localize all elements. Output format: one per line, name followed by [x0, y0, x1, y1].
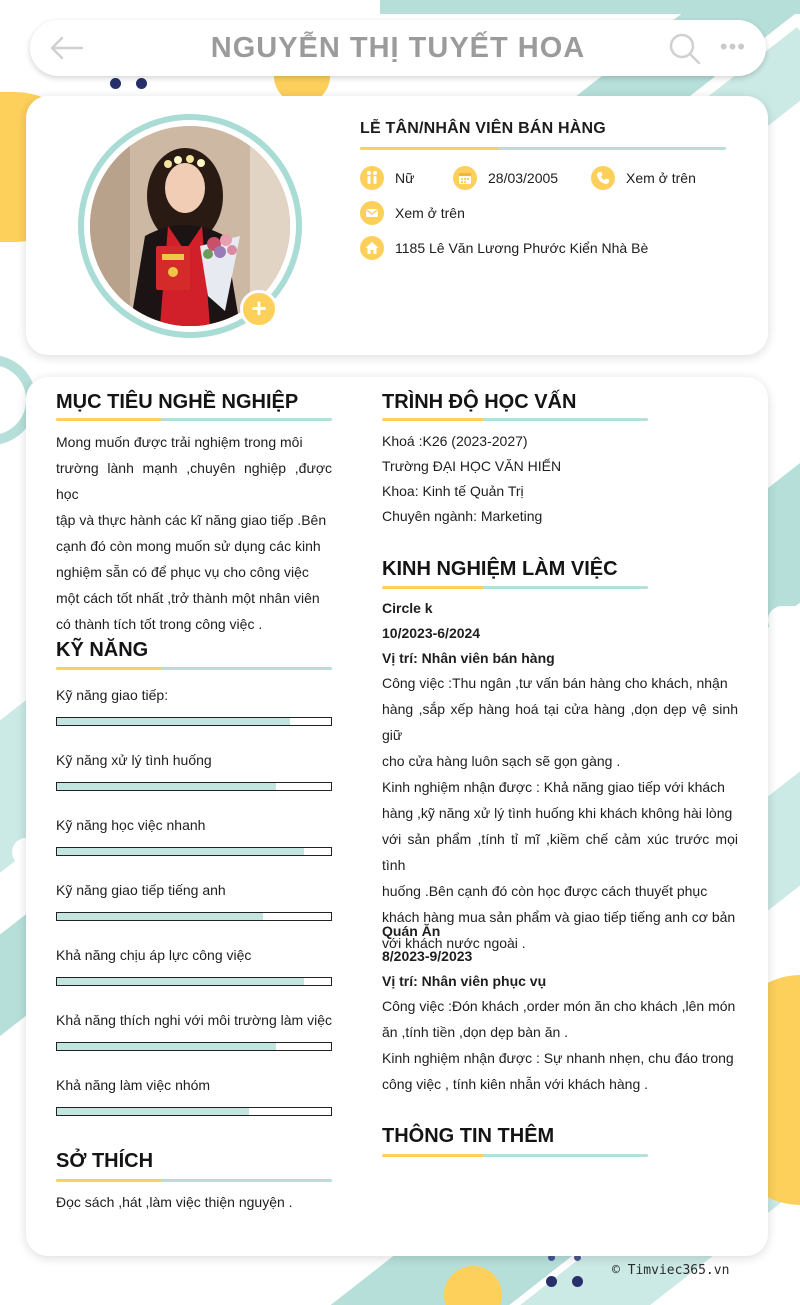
text-line: Công việc :Đón khách ,order món ăn cho khách ,lên món — [382, 998, 736, 1014]
skill-fill — [57, 978, 304, 985]
navy-dot — [572, 1276, 583, 1287]
job-company: Quán Ăn — [382, 923, 441, 939]
objective-text — [56, 429, 332, 637]
skill-bar — [56, 782, 332, 791]
email-value: Xem ở trên — [395, 205, 465, 221]
text-line: với khách nước ngoài . — [382, 935, 526, 951]
section-underline — [56, 667, 332, 670]
objective-title: MỤC TIÊU NGHỀ NGHIỆP — [56, 391, 299, 413]
phone-field — [591, 166, 696, 190]
main-card — [26, 377, 768, 1256]
education-line: Khoa: Kinh tế Quản Trị — [382, 483, 524, 499]
skill-bar — [56, 1107, 332, 1116]
profile-card — [26, 96, 768, 355]
white-pill — [768, 606, 800, 634]
text-line: trường lành mạnh ,chuyên nghiệp ,được học — [56, 460, 332, 502]
section-underline — [56, 418, 332, 421]
address-value: 1185 Lê Văn Lương Phước Kiển Nhà Bè — [395, 240, 649, 256]
skill-label: Kỹ năng giao tiếp: — [56, 687, 169, 703]
header-bar — [30, 20, 766, 76]
education-title: TRÌNH ĐỘ HỌC VẤN — [382, 391, 577, 413]
job-description — [382, 670, 738, 956]
address-field — [360, 236, 648, 260]
skill-label: Kỹ năng xử lý tình huống — [56, 752, 212, 768]
skill-bar — [56, 1042, 332, 1051]
phone-icon — [591, 166, 615, 190]
calendar-icon — [453, 166, 477, 190]
back-arrow-icon[interactable] — [48, 34, 84, 62]
skill-label: Khả năng thích nghi với môi trường làm việc — [56, 1012, 332, 1028]
hobbies-text: Đọc sách ,hát ,làm việc thiện nguyện . — [56, 1194, 293, 1210]
skill-fill — [57, 1108, 249, 1115]
job-period: 10/2023-6/2024 — [382, 625, 481, 641]
navy-dot — [546, 1276, 557, 1287]
experience-title: KINH NGHIỆM LÀM VIỆC — [382, 558, 618, 580]
skill-fill — [57, 848, 304, 855]
navy-dot — [110, 78, 121, 89]
text-line: Kinh nghiệm nhận được : Khả năng giao tiếp với khách — [382, 779, 725, 795]
skill-label: Kỹ năng giao tiếp tiếng anh — [56, 882, 226, 898]
phone-value: Xem ở trên — [626, 170, 696, 186]
job-position: Vị trí: Nhân viên bán hàng — [382, 650, 555, 666]
text-line: hàng ,kỹ năng xử lý tình huống khi khách không hài lòng — [382, 805, 733, 821]
skill-bar — [56, 977, 332, 986]
section-underline — [382, 418, 648, 421]
birthdate-value: 28/03/2005 — [488, 170, 559, 186]
job-position: Vị trí: Nhân viên phục vụ — [382, 973, 547, 989]
text-line: có thành tích tốt trong công việc . — [56, 616, 263, 632]
skill-label: Khả năng chịu áp lực công việc — [56, 947, 252, 963]
section-underline — [382, 1154, 648, 1157]
plus-icon[interactable]: + — [240, 290, 278, 328]
email-icon — [360, 201, 384, 225]
skill-label: Kỹ năng học việc nhanh — [56, 817, 206, 833]
title-underline — [360, 147, 726, 150]
email-field — [360, 201, 465, 225]
section-underline — [382, 586, 648, 589]
text-line: công việc , tính kiên nhẫn với khách hàng . — [382, 1076, 649, 1092]
extra-title: THÔNG TIN THÊM — [382, 1125, 555, 1147]
more-icon[interactable]: ••• — [719, 34, 746, 59]
hobbies-title: SỞ THÍCH — [56, 1150, 154, 1172]
text-line: một cách tốt nhất ,trở thành một nhân viên — [56, 590, 320, 606]
skills-title: KỸ NĂNG — [56, 639, 149, 661]
education-line: Trường ĐẠI HỌC VĂN HIẾN — [382, 458, 562, 474]
text-line: cạnh đó còn mong muốn sử dụng các kinh — [56, 538, 321, 554]
text-line: huống .Bên cạnh đó còn học được cách thuyết phục — [382, 883, 708, 899]
text-line: tập và thực hành các kĩ năng giao tiếp .Bên — [56, 512, 327, 528]
home-icon — [360, 236, 384, 260]
job-title: LỄ TÂN/NHÂN VIÊN BÁN HÀNG — [360, 120, 606, 137]
navy-dot — [136, 78, 147, 89]
text-line: với sản phẩm ,tính tỉ mĩ ,kiềm chế cảm xúc trước mọi tình — [382, 831, 738, 873]
skill-bar — [56, 717, 332, 726]
skill-label: Khả năng làm việc nhóm — [56, 1077, 211, 1093]
section-underline — [56, 1179, 332, 1182]
text-line: Mong muốn được trải nghiệm trong môi — [56, 434, 303, 450]
skill-fill — [57, 913, 263, 920]
candidate-name: NGUYỄN THỊ TUYẾT HOA — [210, 31, 586, 64]
skill-bar — [56, 912, 332, 921]
search-icon[interactable] — [668, 32, 702, 66]
skill-bar — [56, 847, 332, 856]
text-line: hàng ,sắp xếp hàng hoá tại cửa hàng ,dọn dẹp vệ sinh giữ — [382, 701, 738, 743]
skill-fill — [57, 783, 276, 790]
job-company: Circle k — [382, 600, 433, 616]
gender-icon — [360, 166, 384, 190]
gender-value: Nữ — [395, 170, 415, 186]
text-line: ăn ,tính tiền ,dọn dẹp bàn ăn . — [382, 1024, 569, 1040]
job-period: 8/2023-9/2023 — [382, 948, 473, 964]
job-description — [382, 993, 738, 1097]
text-line: Kinh nghiệm nhận được : Sự nhanh nhẹn, chu đáo trong — [382, 1050, 734, 1066]
text-line: Công việc :Thu ngân ,tư vấn bán hàng cho khách, nhận — [382, 675, 728, 691]
text-line: khách hàng mua sản phẩm và giao tiếp tiếng anh cơ bản — [382, 909, 736, 925]
education-line: Chuyên ngành: Marketing — [382, 508, 543, 524]
education-line: Khoá :K26 (2023-2027) — [382, 433, 528, 449]
copyright-text: © Timviec365.vn — [612, 1263, 730, 1278]
text-line: nghiệm sẵn có để phục vụ cho công việc — [56, 564, 309, 580]
skill-fill — [57, 718, 290, 725]
skill-fill — [57, 1043, 276, 1050]
gender-field — [360, 166, 414, 190]
birthdate-field — [453, 166, 558, 190]
text-line: cho cửa hàng luôn sạch sẽ gọn gàng . — [382, 753, 621, 769]
